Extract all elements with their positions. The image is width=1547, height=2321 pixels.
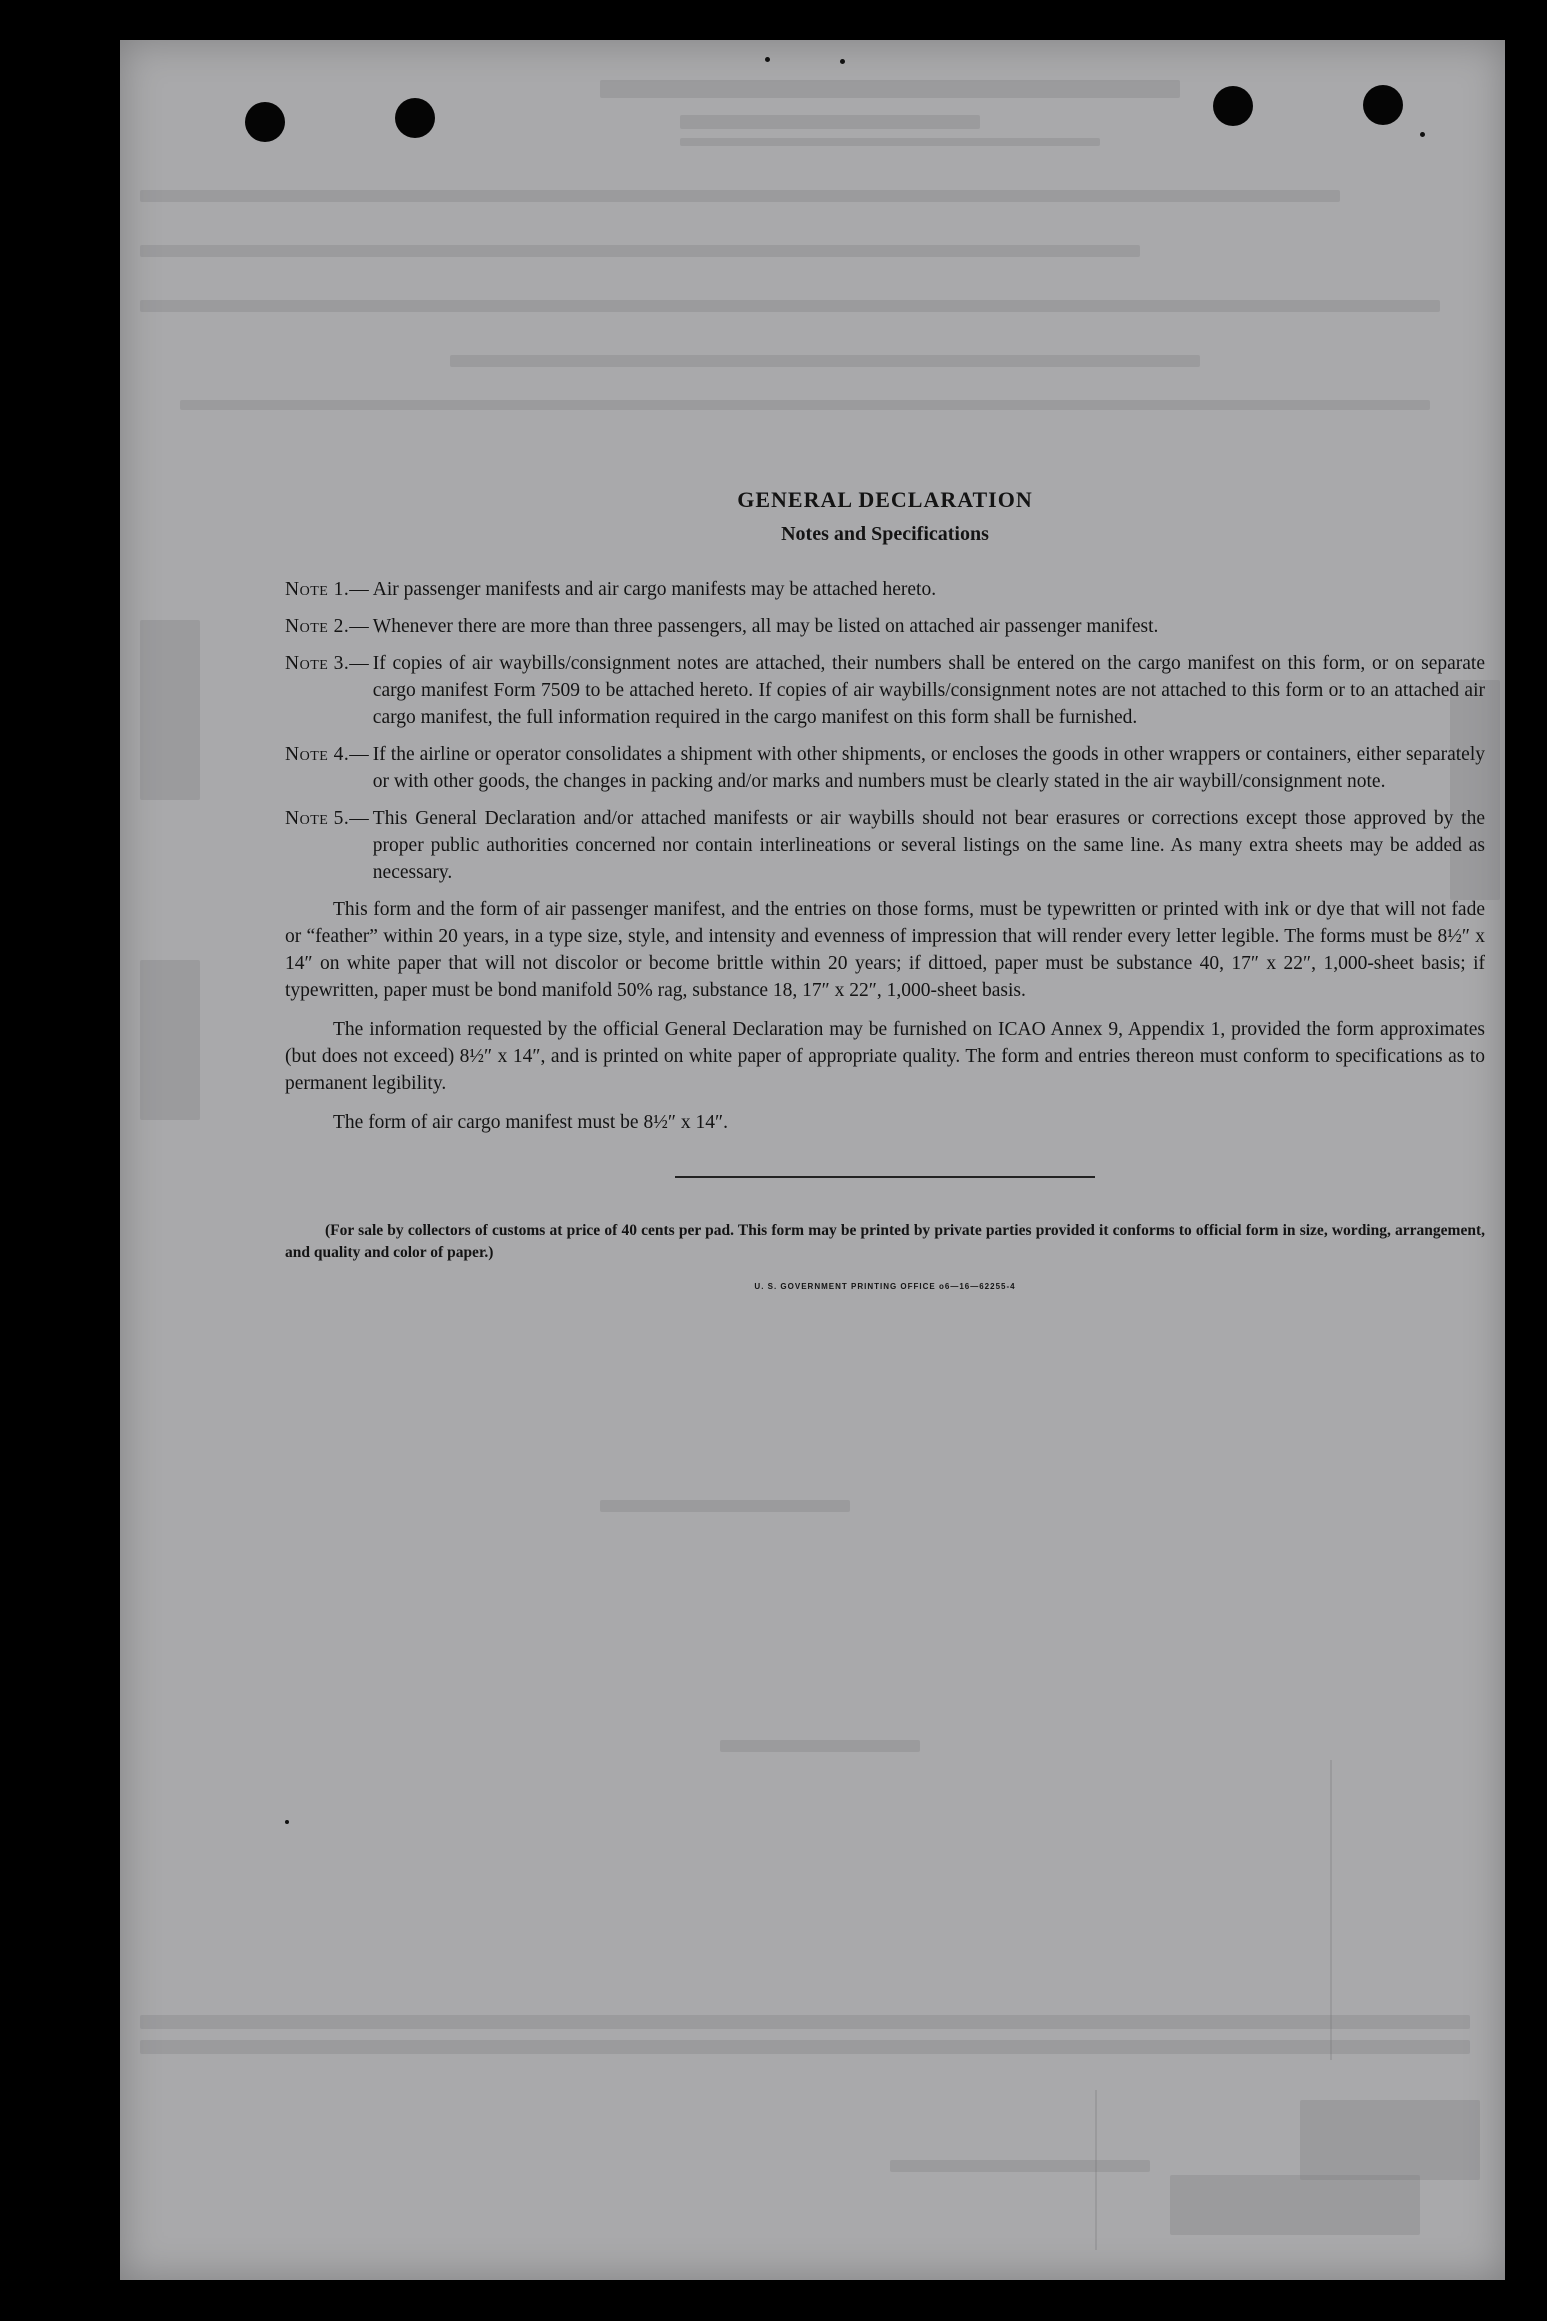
punch-hole (245, 102, 285, 142)
note-label: Note 5.— (285, 808, 369, 829)
paragraph-form-requirements: This form and the form of air passenger manifest, and the entries on those forms, must be typewritten or printed with ink or dye that will not fade or “feather” within 20 years, in a type size, style, and intensity and evenness of impression that will render every letter legible. The forms must be 8½″ x 14″ on white paper that will not discolor or become brittle within 20 years; if dittoed, paper must be substance 40, 17″ x 22″, 1,000-sheet basis; if typewritten, paper must be bond manifold 50% rag, substance 18, 17″ x 22″, 1,000-sheet basis. (285, 899, 1485, 1001)
note-text: If the airline or operator consolidates a shipment with other shipments, or encloses the goods in other wrappers or containers, either separately or with other goods, the changes in packing and/or marks and numbers must be clearly stated in the air waybill/consignment note. (372, 744, 1485, 792)
note-label: Note 2.— (285, 616, 369, 637)
declaration-notes (285, 487, 1485, 1291)
note-text: If copies of air waybills/consignment notes are attached, their numbers shall be entered on the cargo manifest on this form, or on separate cargo manifest Form 7509 to be attached hereto. If copies of air waybills/consignment notes are not attached to this form or to an attached air cargo manifest, the full information required in the cargo manifest on this form shall be furnished. (372, 653, 1485, 728)
note-3 (285, 650, 1485, 731)
punch-hole (1363, 85, 1403, 125)
note-4 (285, 741, 1485, 795)
paragraph-icao-annex: The information requested by the official General Declaration may be furnished on ICAO Annex 9, Appendix 1, provided the form approximates (but does not exceed) 8½″ x 14″, and is printed on white paper of appropriate quality. The form and entries thereon must conform to specifications as to permanent legibility. (285, 1019, 1485, 1094)
note-5 (285, 805, 1485, 886)
note-label: Note 3.— (285, 653, 369, 674)
note-text: Air passenger manifests and air cargo manifests may be attached hereto. (372, 579, 937, 600)
note-label: Note 4.— (285, 744, 369, 765)
note-1 (285, 576, 1485, 603)
paper-speck (840, 59, 845, 64)
divider-rule (675, 1176, 1095, 1178)
document-title: GENERAL DECLARATION (737, 487, 1033, 512)
note-text: Whenever there are more than three passengers, all may be listed on attached air passenger manifest. (372, 616, 1159, 637)
document-subtitle: Notes and Specifications (781, 523, 989, 545)
paragraph-cargo-manifest-size: The form of air cargo manifest must be 8½″ x 14″. (333, 1112, 728, 1133)
punch-hole (395, 98, 435, 138)
document-page (120, 40, 1505, 2280)
note-label: Note 1.— (285, 579, 369, 600)
punch-hole (1213, 86, 1253, 126)
paper-speck (765, 57, 770, 62)
printer-imprint: U. S. GOVERNMENT PRINTING OFFICE o6—16—62255-4 (754, 1282, 1016, 1291)
note-text: This General Declaration and/or attached manifests or air waybills should not bear erasures or corrections except those approved by the proper public authorities concerned nor contain interlineations or several listings on the same line. As many extra sheets may be added as necessary. (372, 808, 1485, 883)
paper-speck (285, 1820, 289, 1824)
note-2 (285, 613, 1485, 640)
paper-speck (1420, 132, 1425, 137)
sale-notice: (For sale by collectors of customs at price of 40 cents per pad. This form may be printed by private parties provided it conforms to official form in size, wording, arrangement, and quality and color of paper.) (285, 1222, 1485, 1261)
